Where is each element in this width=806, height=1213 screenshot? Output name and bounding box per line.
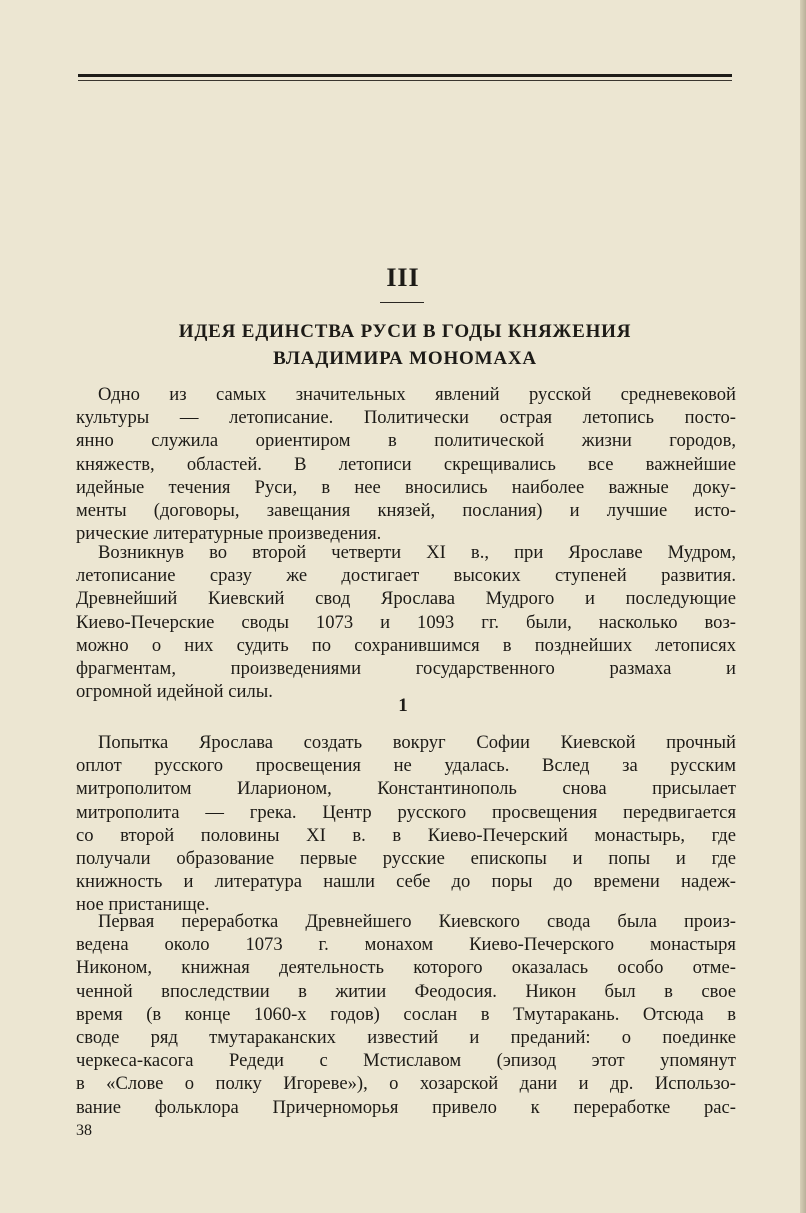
text-line: ное пристанище. (76, 894, 210, 916)
text-line: можно о них судить по сохранившимся в позднейших летописях (76, 634, 736, 656)
chapter-divider (380, 302, 424, 303)
text-line: со второй половины XI в. в Киево-Печерский монастырь, где (76, 824, 736, 846)
text-line: рические литературные произведения. (76, 523, 382, 545)
paragraph-3 (76, 731, 736, 917)
chapter-title-line: ВЛАДИМИРА МОНОМАХА (273, 348, 537, 369)
text-line: Древнейший Киевский свод Ярослава Мудрого и последующие (76, 588, 736, 610)
paragraph-1 (76, 383, 736, 545)
text-line: время (в конце 1060-х годов) сослан в Тмутаракань. Отсюда в (76, 1003, 736, 1025)
page-number: 38 (76, 1122, 92, 1139)
text-line: митрополитом Иларионом, Константинополь снова присылает (76, 778, 736, 800)
text-line: Одно из самых значительных явлений русской средневековой (98, 384, 736, 405)
text-line: своде ряд тмутараканских известий и преданий: о поединке (76, 1027, 736, 1049)
section-number: 1 (398, 695, 408, 716)
text-line: Попытка Ярослава создать вокруг Софии Киевской прочный (98, 732, 736, 753)
text-line: ченной впоследствии в житии Феодосия. Никон был в свое (76, 980, 736, 1002)
text-line: Киево-Печерские своды 1073 и 1093 гг. были, насколько воз- (76, 611, 736, 633)
chapter-number: III (386, 263, 420, 292)
text-line: княжеств, областей. В летописи скрещивались все важнейшие (76, 453, 736, 475)
text-line: огромной идейной силы. (76, 681, 273, 703)
text-line: менты (договоры, завещания князей, послания) и лучшие исто- (76, 500, 736, 522)
text-line: Возникнув во второй четверти XI в., при Ярославе Мудром, (98, 542, 736, 563)
text-line: ведена около 1073 г. монахом Киево-Печерского монастыря (76, 934, 736, 956)
text-line: в «Слове о полку Игореве»), о хозарской дани и др. Использо- (76, 1073, 736, 1095)
paragraph-4 (76, 910, 736, 1119)
text-line: культуры — летописание. Политически острая летопись посто- (76, 407, 736, 429)
text-line: вание фольклора Причерноморья привело к переработке рас- (76, 1096, 736, 1118)
text-line: получали образование первые русские епископы и попы и где (76, 848, 736, 870)
top-rule (78, 74, 732, 77)
chapter-title-line: ИДЕЯ ЕДИНСТВА РУСИ В ГОДЫ КНЯЖЕНИЯ (178, 321, 632, 342)
text-line: черкеса-касога Редеди с Мстиславом (эпизод этот упомянут (76, 1050, 736, 1072)
text-line: фрагментам, произведениями государственного размаха и (76, 658, 736, 680)
text-line: книжность и литература нашли себе до поры до времени надеж- (76, 871, 736, 893)
text-line: Первая переработка Древнейшего Киевского свода была произ- (98, 911, 736, 932)
paragraph-2 (76, 541, 736, 703)
text-line: янно служила ориентиром в политической жизни городов, (76, 430, 736, 452)
text-line: идейные течения Руси, в нее вносились наиболее важные доку- (76, 476, 736, 498)
chapter-title (78, 318, 732, 372)
top-rule-thin (78, 80, 732, 81)
text-line: митрополита — грека. Центр русского просвещения передвигается (76, 801, 736, 823)
text-line: Никоном, книжная деятельность которого оказалась особо отме- (76, 957, 736, 979)
page-edge (800, 0, 806, 1213)
text-line: летописание сразу же достигает высоких ступеней развития. (76, 565, 736, 587)
text-line: оплот русского просвещения не удалась. Вслед за русским (76, 755, 736, 777)
